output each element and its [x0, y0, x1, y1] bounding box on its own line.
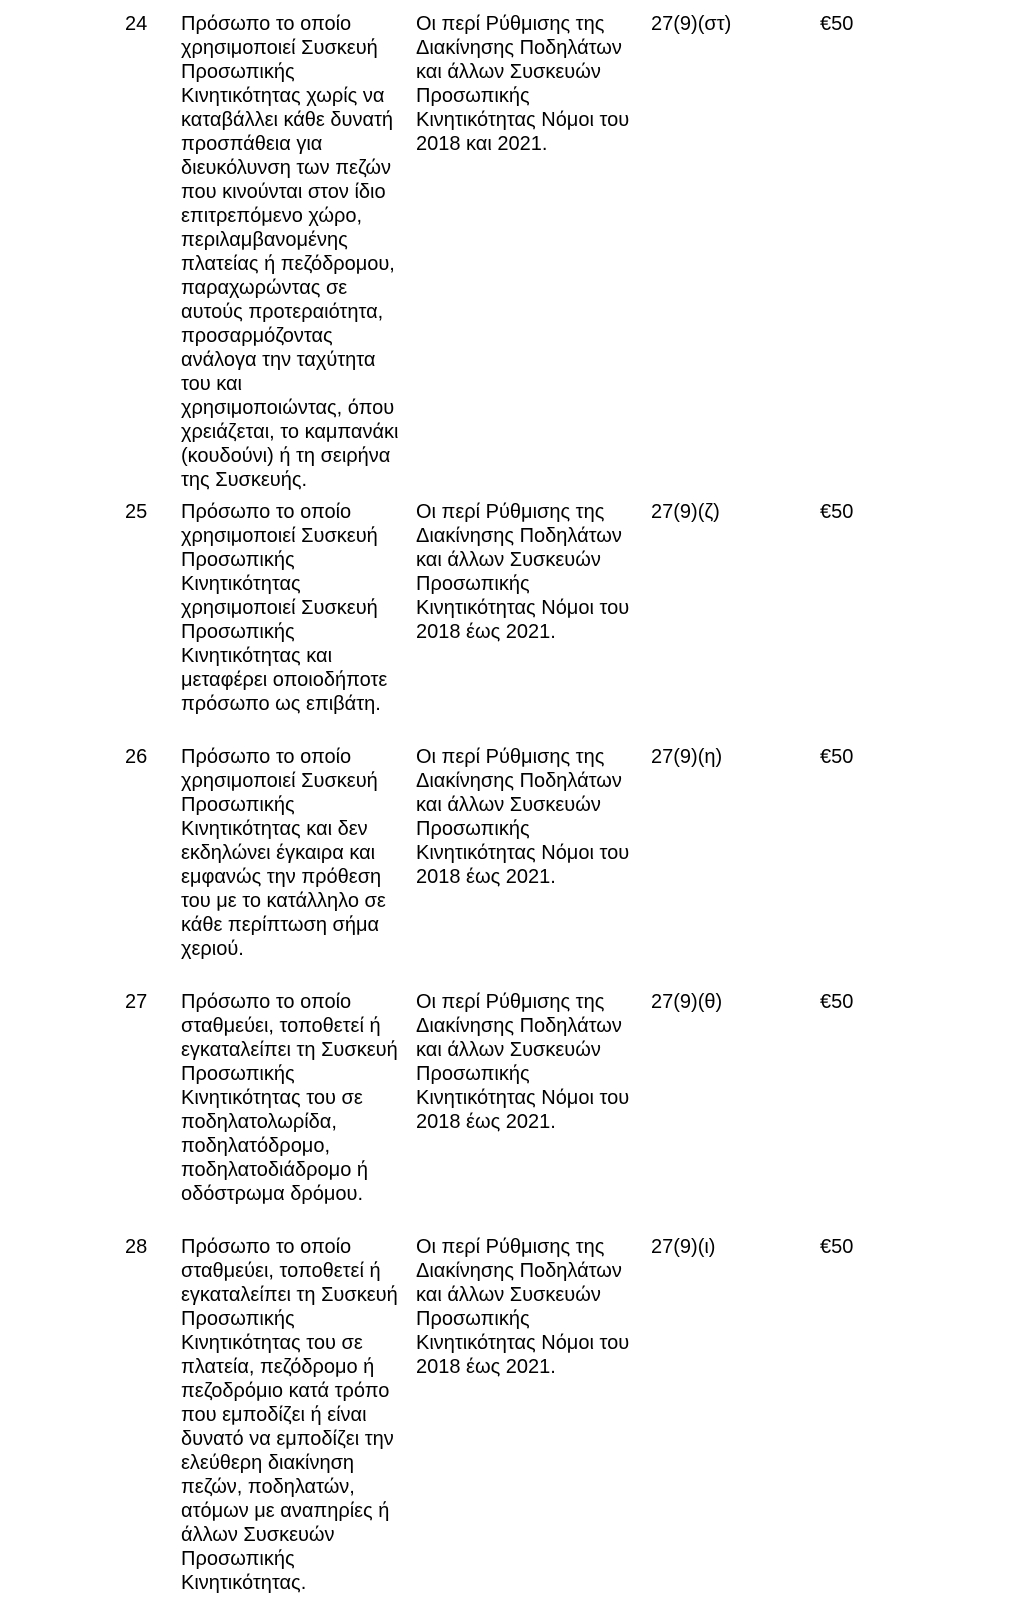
row-description: Πρόσωπο το οποίο σταθμεύει, τοποθετεί ή εγκαταλείπει τη Συσκευή Προσωπικής Κινητικότητας του σε πλατεία, πεζόδρομο ή πεζοδρόμιο κατά τρόπο που εμποδίζει ή είναι δυνατό να εμποδίζει την ελεύθερη διακίνηση πεζών, ποδηλατών, ατόμων με αναπηρίες ή άλλων Συσκευών Προσωπικής Κινητικότητας.	[181, 1236, 398, 1594]
row-number: 26	[125, 746, 148, 768]
row-description: Πρόσωπο το οποίο σταθμεύει, τοποθετεί ή εγκαταλείπει τη Συσκευή Προσωπικής Κινητικότητας του σε ποδηλατολωρίδα, ποδηλατόδρομο, ποδηλατοδιάδρομο ή οδόστρωμα δρόμου.	[181, 991, 398, 1205]
row-fine: €50	[820, 13, 854, 35]
row-article: 27(9)(ζ)	[651, 501, 720, 523]
row-number: 28	[125, 1236, 148, 1258]
row-law: Οι περί Ρύθμισης της Διακίνησης Ποδηλάτων και άλλων Συσκευών Προσωπικής Κινητικότητας Νόμοι του 2018 έως 2021.	[416, 1236, 630, 1378]
row-fine: €50	[820, 1236, 854, 1258]
row-law: Οι περί Ρύθμισης της Διακίνησης Ποδηλάτων και άλλων Συσκευών Προσωπικής Κινητικότητας Νόμοι του 2018 και 2021.	[416, 13, 630, 155]
row-description: Πρόσωπο το οποίο χρησιμοποιεί Συσκευή Προσωπικής Κινητικότητας και δεν εκδηλώνει έγκαιρα και εμφανώς την πρόθεση του με το κατάλληλο σε κάθε περίπτωση σήμα χεριού.	[181, 746, 386, 960]
row-number: 27	[125, 991, 148, 1013]
row-article: 27(9)(στ)	[651, 13, 732, 35]
row-article: 27(9)(θ)	[651, 991, 723, 1013]
row-law: Οι περί Ρύθμισης της Διακίνησης Ποδηλάτων και άλλων Συσκευών Προσωπικής Κινητικότητας Νόμοι του 2018 έως 2021.	[416, 991, 630, 1133]
row-fine: €50	[820, 746, 854, 768]
row-law: Οι περί Ρύθμισης της Διακίνησης Ποδηλάτων και άλλων Συσκευών Προσωπικής Κινητικότητας Νόμοι του 2018 έως 2021.	[416, 746, 630, 888]
row-article: 27(9)(η)	[651, 746, 723, 768]
row-description: Πρόσωπο το οποίο χρησιμοποιεί Συσκευή Προσωπικής Κινητικότητας χρησιμοποιεί Συσκευή Προσωπικής Κινητικότητας και μεταφέρει οποιοδήποτε πρόσωπο ως επιβάτη.	[181, 501, 388, 715]
row-law: Οι περί Ρύθμισης της Διακίνησης Ποδηλάτων και άλλων Συσκευών Προσωπικής Κινητικότητας Νόμοι του 2018 έως 2021.	[416, 501, 630, 643]
row-description: Πρόσωπο το οποίο χρησιμοποιεί Συσκευή Προσωπικής Κινητικότητας χωρίς να καταβάλλει κάθε δυνατή προσπάθεια για διευκόλυνση των πεζών που κινούνται στον ίδιο επιτρεπόμενο χώρο, περιλαμβανομένης πλατείας ή πεζόδρομου, παραχωρώντας σε αυτούς προτεραιότητα, προσαρμόζοντας ανάλογα την ταχύτητα του και χρησιμοποιώντας, όπου χρειάζεται, το καμπανάκι (κουδούνι) ή τη σειρήνα της Συσκευής.	[181, 13, 399, 491]
row-article: 27(9)(ι)	[651, 1236, 716, 1258]
row-fine: €50	[820, 501, 854, 523]
row-fine: €50	[820, 991, 854, 1013]
row-number: 25	[125, 501, 148, 523]
row-number: 24	[125, 13, 148, 35]
